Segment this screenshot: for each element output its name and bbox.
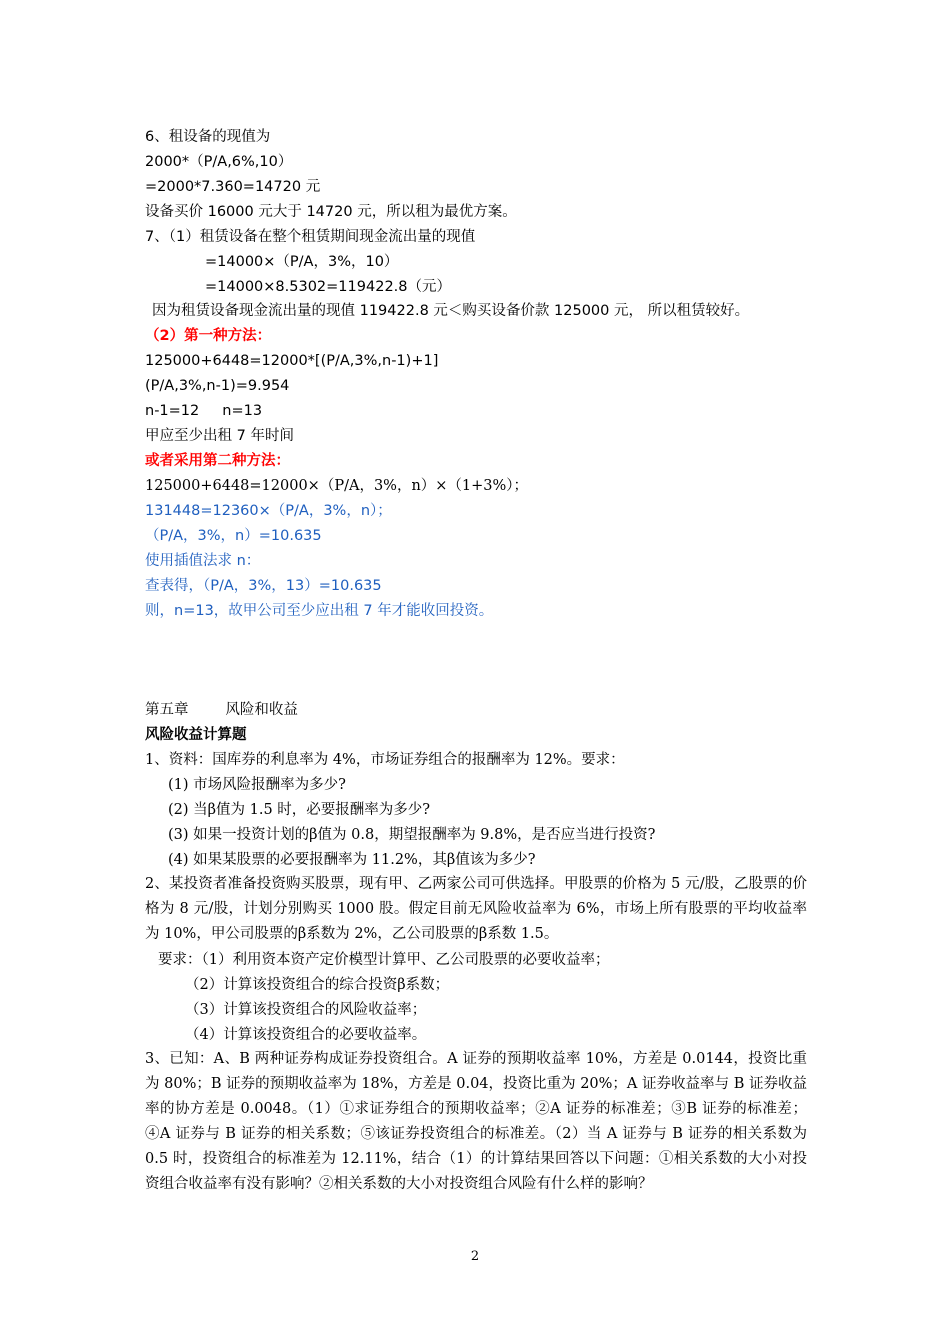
text-line: 2000*（P/A,6%,10） — [145, 154, 293, 170]
question-2: 2、某投资者准备投资购买股票，现有甲、乙两家公司可供选择。甲股票的价格为 5 元/股，乙股票的价格为 8 元/股，计划分别购买 1000 股。假定目前无风险收益率为 6%，市场上所有股票的平均收益率为 10%，甲公司股票的β系数为 2%，乙公司股票的β系数 1.5。 — [145, 876, 807, 942]
question-2-req-1: 要求：（1）利用资本资产定价模型计算甲、乙公司股票的必要收益率； — [158, 952, 610, 968]
blue-line: 查表得，（P/A，3%，13）=10.635 — [145, 578, 382, 594]
section-title: 风险收益计算题 — [145, 727, 247, 743]
text-line: =14000×（P/A，3%，10） — [205, 254, 399, 270]
text-line: 甲应至少出租 7 年时间 — [145, 428, 294, 444]
text-line: 7、（1）租赁设备在整个租赁期间现金流出量的现值 — [145, 229, 476, 245]
question-1d: (4) 如果某股票的必要报酬率为 11.2%，其β值该为多少? — [168, 852, 536, 868]
question-1c: (3) 如果一投资计划的β值为 0.8，期望报酬率为 9.8%，是否应当进行投资? — [168, 827, 656, 843]
red-heading: （2）第一种方法： — [145, 328, 272, 344]
blue-line: 则，n=13，故甲公司至少应出租 7 年才能收回投资。 — [145, 603, 494, 619]
question-2-req-3: （3）计算该投资组合的风险收益率； — [185, 1002, 427, 1018]
text-line: =2000*7.360=14720 元 — [145, 179, 321, 195]
question-1b: (2) 当β值为 1.5 时，必要报酬率为多少? — [168, 802, 431, 818]
formula-line: n-1=12 n=13 — [145, 403, 263, 419]
text-line: 设备买价 16000 元大于 14720 元，所以租为最优方案。 — [145, 204, 517, 220]
question-2-req-4: （4）计算该投资组合的必要收益率。 — [185, 1027, 427, 1043]
blue-line: （P/A，3%，n）=10.635 — [145, 528, 322, 544]
red-heading: 或者采用第二种方法： — [145, 453, 290, 469]
page-number: 2 — [470, 1249, 480, 1264]
blue-line: 131448=12360×（P/A，3%，n）； — [145, 503, 392, 519]
question-1: 1、资料：国库券的利息率为 4%，市场证券组合的报酬率为 12%。要求： — [145, 752, 625, 768]
chapter-title: 第五章 风险和收益 — [145, 702, 298, 718]
text-line: 因为租赁设备现金流出量的现值 119422.8 元＜购买设备价款 125000 元， 所以租赁较好。 — [152, 303, 750, 319]
formula-line: 125000+6448=12000×（P/A，3%，n）×（1+3%）； — [145, 478, 529, 494]
formula-line: 125000+6448=12000*[(P/A,3%,n-1)+1] — [145, 353, 439, 369]
question-3: 3、已知：A、B 两种证券构成证券投资组合。A 证券的预期收益率 10%，方差是 0.0144，投资比重为 80%；B 证券的预期收益率为 18%，方差是 0.04，投资比重为 20%；A 证券收益率与 B 证券收益率的协方差是 0.0048。（1）①求证券组合的预期收益率；②A 证券的标准差；③B 证券的标准差；④A 证券与 B 证券的相关系数；⑤该证券投资组合的标准差。（2）当 A 证券与 B 证券的相关系数为 0.5 时，投资组合的标准差为 12.11%，结合（1）的计算结果回答以下问题：①相关系数的大小对投资组合收益率有没有影响？②相关系数的大小对投资组合风险有什么样的影响？ — [145, 1051, 807, 1192]
text-line: =14000×8.5302=119422.8（元） — [205, 279, 451, 295]
question-1a: (1) 市场风险报酬率为多少? — [168, 777, 346, 793]
text-line: 6、租设备的现值为 — [145, 129, 271, 145]
question-2-req-2: （2）计算该投资组合的综合投资β系数； — [185, 977, 450, 993]
formula-line: (P/A,3%,n-1)=9.954 — [145, 378, 290, 394]
blue-line: 使用插值法求 n： — [145, 553, 261, 569]
